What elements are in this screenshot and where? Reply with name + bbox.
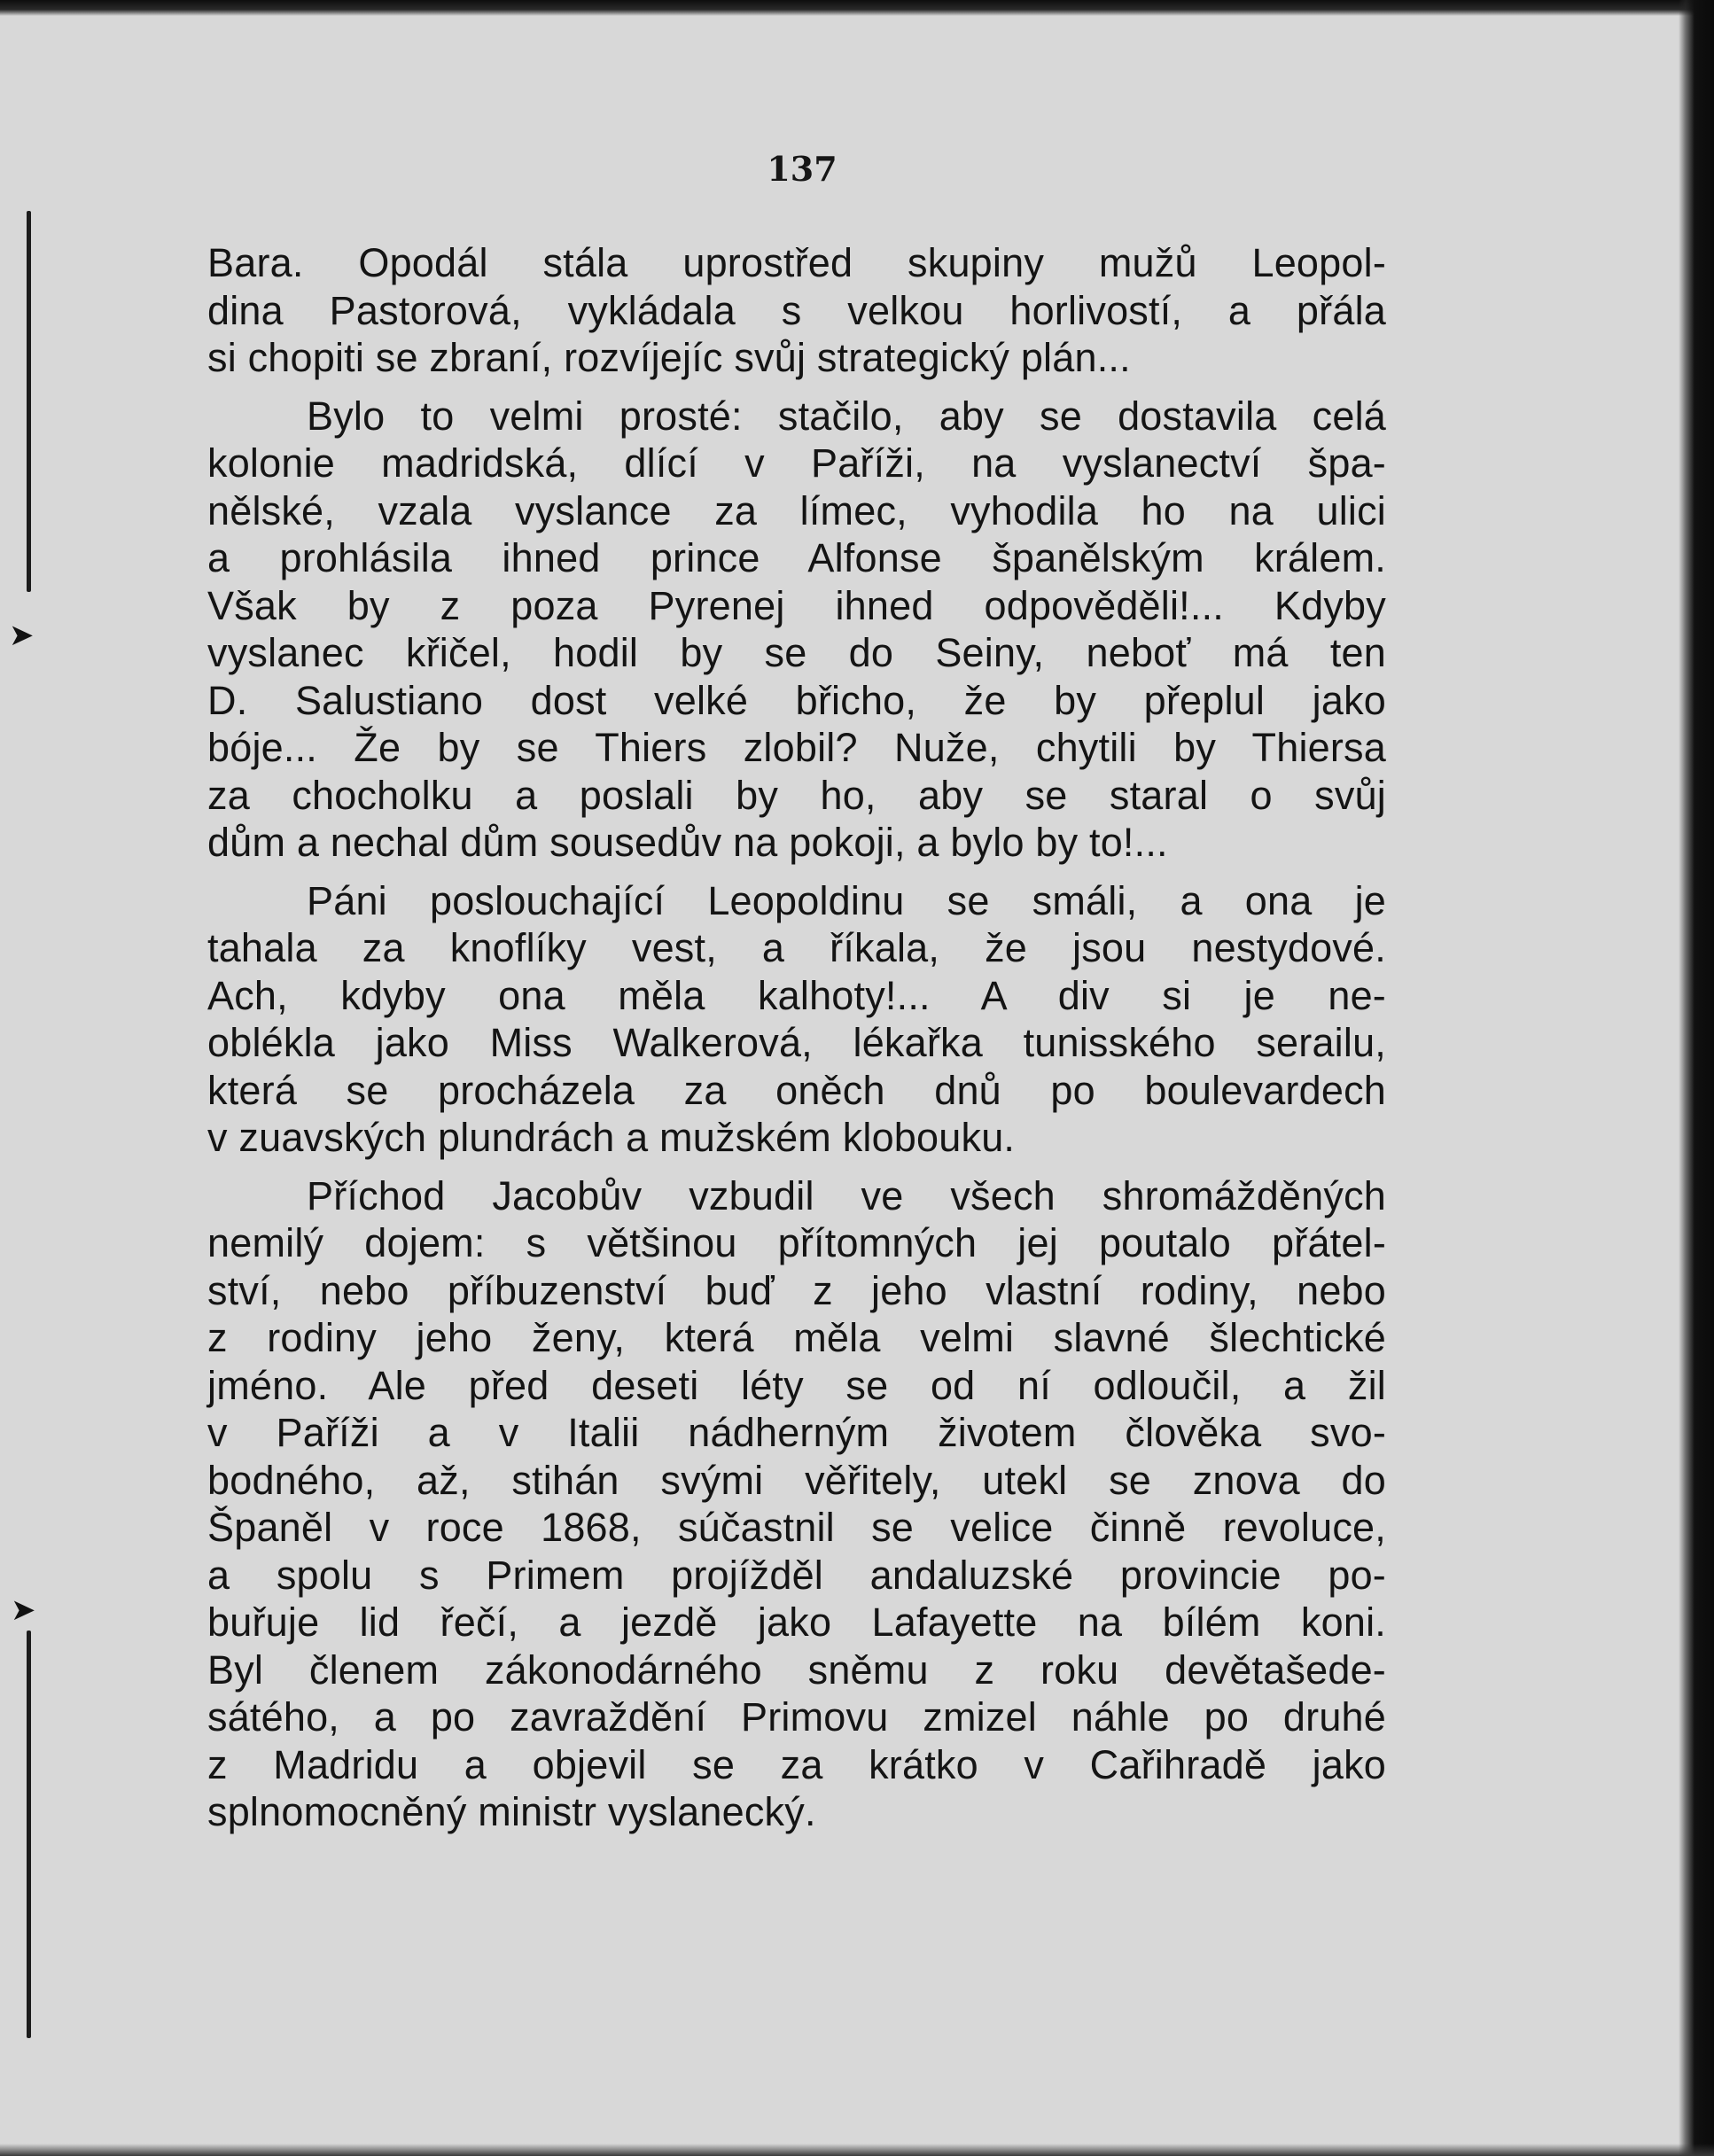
text-line: splnomocněný ministr vyslanecký.	[207, 1789, 816, 1834]
text-line: bodného, až, stihán svými věřitely, utekl se znova do	[207, 1457, 1386, 1503]
text-line: Byl členem zákonodárného sněmu z roku devětašede-	[207, 1646, 1386, 1693]
text-line: dina Pastorová, vykládala s velkou horlivostí, a přála	[207, 287, 1386, 333]
text-line: D. Salustiano dost velké břicho, že by přeplul jako	[207, 677, 1386, 723]
text-line: v zuavských plundrách a mužském klobouku.	[207, 1115, 1016, 1160]
text-line: Španěl v roce 1868, súčastnil se velice činně revoluce,	[207, 1505, 1386, 1550]
text-line: a prohlásila ihned prince Alfonse španělským králem.	[207, 535, 1386, 580]
paragraph-gap	[207, 382, 1386, 393]
text-line: buřuje lid řečí, a jezdě jako Lafayette na bílém koni.	[207, 1599, 1386, 1645]
text-line: Páni poslouchající Leopoldinu se smáli, a ona je	[307, 877, 1386, 923]
text-line: Však by z poza Pyrenej ihned odpověděli!... Kdyby	[207, 582, 1386, 628]
text-line: Bara. Opodál stála uprostřed skupiny mužů Leopol-	[207, 240, 1386, 285]
paragraph	[207, 1172, 1386, 1836]
scan-edge-bottom	[0, 2144, 1714, 2156]
margin-arrow-mark: ➤	[11, 1592, 36, 1628]
text-line: ství, nebo příbuzenství buď z jeho vlastní rodiny, nebo	[207, 1267, 1386, 1313]
text-line: oblékla jako Miss Walkerová, lékařka tunisského serailu,	[207, 1020, 1386, 1065]
text-line: za chocholku a poslali by ho, aby se staral o svůj	[207, 772, 1386, 818]
margin-line-bottom	[27, 1631, 31, 2038]
text-line: bóje... Že by se Thiers zlobil? Nuže, chytili by Thiersa	[207, 725, 1386, 770]
text-line: z rodiny jeho ženy, která měla velmi slavné šlechtické	[207, 1315, 1386, 1360]
page-number: 137	[767, 149, 838, 189]
scan-edge-right	[1679, 0, 1714, 2156]
scan-edge-top	[0, 0, 1714, 16]
text-line: si chopiti se zbraní, rozvíjejíc svůj strategický plán...	[207, 335, 1131, 380]
text-line: Příchod Jacobův vzbudil ve všech shromážděných	[307, 1172, 1386, 1218]
margin-arrow-mark: ➤	[9, 618, 35, 653]
text-line: a spolu s Primem projížděl andaluzské provincie po-	[207, 1552, 1386, 1598]
text-line: vyslanec křičel, hodil by se do Seiny, neboť má ten	[207, 630, 1386, 675]
margin-line-top	[27, 211, 31, 592]
text-line: dům a nechal dům sousedův na pokoji, a bylo by to!...	[207, 820, 1168, 865]
paragraph	[207, 393, 1386, 867]
text-line: sátého, a po zavraždění Primovu zmizel náhle po druhé	[207, 1694, 1386, 1740]
text-line: jméno. Ale před deseti léty se od ní odloučil, a žil	[207, 1362, 1386, 1408]
text-line: Ach, kdyby ona měla kalhoty!... A div si je ne-	[207, 972, 1386, 1018]
text-line: kolonie madridská, dlící v Paříži, na vyslanectví špa-	[207, 440, 1386, 486]
text-line: která se procházela za oněch dnů po boulevardech	[207, 1067, 1386, 1113]
text-line: Bylo to velmi prosté: stačilo, aby se dostavila celá	[307, 393, 1386, 439]
text-line: nělské, vzala vyslance za límec, vyhodila ho na ulici	[207, 487, 1386, 533]
text-line: v Paříži a v Italii nádherným životem člověka svo-	[207, 1410, 1386, 1455]
text-line: nemilý dojem: s většinou přítomných jej poutalo přátel-	[207, 1220, 1386, 1265]
paragraph	[207, 239, 1386, 382]
paragraph-gap	[207, 1162, 1386, 1172]
body-text	[207, 239, 1386, 1836]
paragraph-gap	[207, 867, 1386, 877]
text-line: tahala za knoflíky vest, a říkala, že jsou nestydové.	[207, 925, 1386, 970]
text-line: z Madridu a objevil se za krátko v Cařihradě jako	[207, 1741, 1386, 1787]
paragraph	[207, 877, 1386, 1162]
